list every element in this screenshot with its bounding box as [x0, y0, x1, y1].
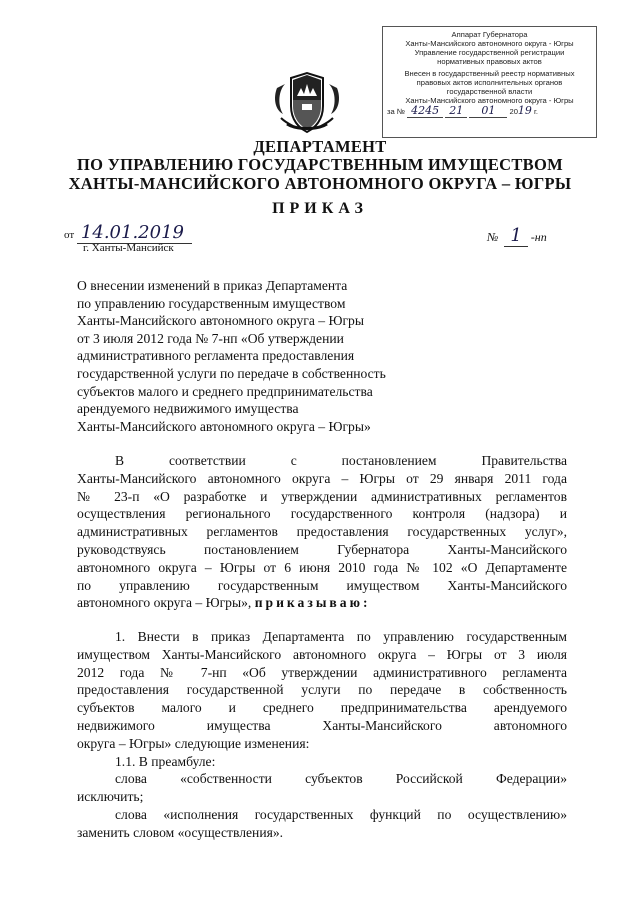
stamp-line: Внесен в государственный реестр нормативных — [404, 69, 575, 78]
subject-line: О внесении изменений в приказ Департамента — [77, 278, 348, 293]
stamp-line: Ханты-Мансийского автономного округа - Югры — [405, 39, 574, 48]
subject-line: Ханты-Мансийского автономного округа – Югры» — [77, 418, 371, 434]
order-word: приказываю: — [254, 595, 371, 611]
item1-line: 2012 года № 7-нп «Об утверждении административного регламента — [77, 664, 567, 680]
preamble-line: Ханты-Мансийского автономного округа – Югры от 29 января 2011 года — [77, 470, 567, 486]
preamble-line: автономного округа – Югры от 6 июня 2010 года № 102 «О Департаменте — [77, 559, 567, 575]
subject-line: Ханты-Мансийского автономного округа – Югры — [77, 313, 364, 329]
stamp-line: правовых актов исполнительных органов — [416, 78, 563, 87]
stamp-line: Управление государственной регистрации — [414, 48, 565, 57]
document-date — [64, 222, 192, 244]
reg-suffix: г. — [534, 107, 538, 116]
stamp-line: Ханты-Мансийского автономного округа - Югры — [405, 96, 574, 105]
reg-year-prefix: 20 — [509, 107, 518, 116]
preamble-line-last — [77, 594, 567, 612]
subject-line: государственной услуги по передаче в собственность — [77, 365, 386, 381]
item-1-paragraph — [77, 628, 567, 842]
document-subject — [77, 277, 386, 435]
preamble-line: административных регламентов предоставления государственных услуг», — [77, 524, 567, 540]
stamp-registration-row — [387, 106, 592, 116]
coat-of-arms-emblem — [271, 70, 343, 136]
item-1-1: 1.1. В преамбуле: — [115, 753, 216, 769]
reg-day: 21 — [445, 104, 467, 118]
department-subtitle: ПО УПРАВЛЕНИЮ ГОСУДАРСТВЕННЫМ ИМУЩЕСТВОМ — [77, 155, 563, 174]
words-1-end: исключить; — [77, 789, 144, 805]
preamble-line: № 23-п «О разработке и утверждении административных регламентов — [77, 488, 567, 504]
reg-prefix: за № — [387, 107, 405, 116]
reg-number: 4245 — [407, 104, 443, 118]
preamble-line: руководствуясь постановлением Губернатора Ханты-Мансийского — [77, 541, 567, 557]
registration-stamp — [382, 26, 597, 138]
item1-line: имуществом Ханты-Мансийского автономного округа – Югры от 3 июля — [77, 646, 567, 662]
subject-line: арендуемого недвижимого имущества — [77, 401, 299, 417]
date-handwritten: 14.01.2019 — [80, 222, 184, 243]
document-city: г. Ханты-Мансийск — [83, 242, 174, 254]
number-prefix: № — [487, 230, 499, 244]
date-prefix: от — [64, 229, 75, 241]
subject-line: от 3 июля 2012 года № 7-нп «Об утверждении — [77, 330, 344, 346]
subject-line: субъектов малого и среднего предпринимательства — [77, 383, 373, 399]
document-type: ПРИКАЗ — [272, 200, 368, 217]
words-1-line: слова «собственности субъектов Российской Федерации» — [115, 771, 567, 787]
words-2-line: слова «исполнения государственных функций по осуществлению» — [115, 806, 567, 822]
preamble-line: осуществления регионального государственного контроля (надзора) и — [77, 506, 567, 522]
reg-month: 01 — [469, 104, 507, 118]
words-2-end: заменить словом «осуществления». — [77, 824, 284, 840]
preamble-line: по управлению государственным имуществом Ханты-Мансийского — [77, 577, 567, 593]
document-number — [487, 225, 547, 246]
preamble-last-text: автономного округа – Югры», — [77, 595, 252, 611]
item1-line: 1. Внести в приказ Департамента по управлению государственным — [115, 629, 567, 644]
item1-line-last: округа – Югры» следующие изменения: — [77, 735, 310, 751]
stamp-line: Аппарат Губернатора — [451, 30, 528, 39]
subject-line: административного регламента предоставления — [77, 348, 355, 364]
department-region: ХАНТЫ-МАНСИЙСКОГО АВТОНОМНОГО ОКРУГА – ЮГРЫ — [68, 174, 572, 193]
number-suffix: -нп — [530, 230, 547, 244]
preamble-line: В соответствии с постановлением Правительства — [115, 453, 567, 468]
item1-line: предоставления государственной услуги по передаче в собственность — [77, 682, 567, 698]
item1-line: субъектов малого и среднего предпринимательства арендуемого — [77, 700, 567, 716]
reg-year: 19 — [517, 104, 532, 117]
subject-line: по управлению государственным имуществом — [77, 295, 346, 311]
department-title: ДЕПАРТАМЕНТ — [253, 137, 387, 156]
stamp-line: нормативных правовых актов — [437, 57, 542, 66]
stamp-line: государственной власти — [446, 87, 533, 96]
number-handwritten: 1 — [504, 225, 527, 247]
item1-line: недвижимого имущества Ханты-Мансийского автономного — [77, 717, 567, 733]
preamble-paragraph — [77, 452, 567, 612]
